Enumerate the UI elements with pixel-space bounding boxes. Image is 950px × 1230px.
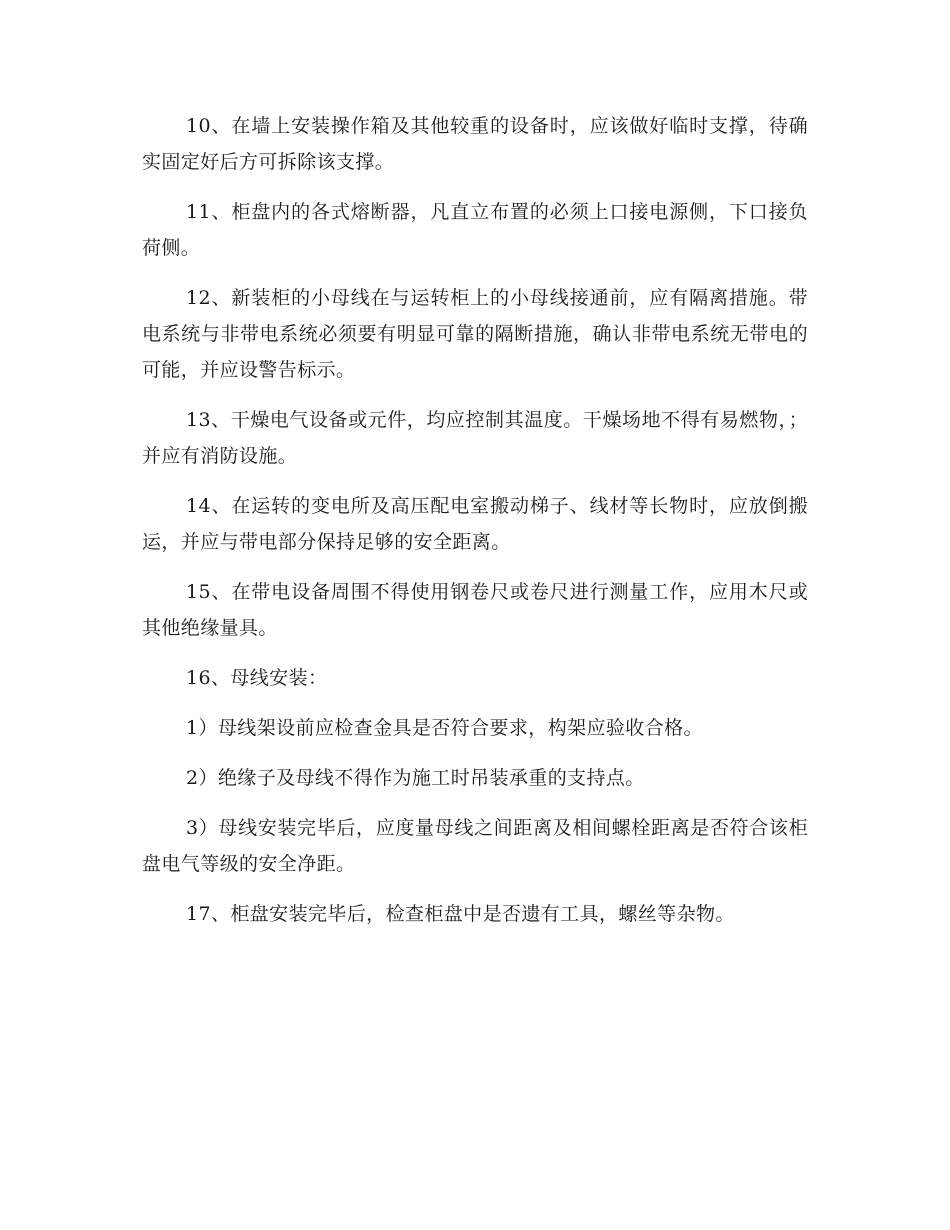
paragraph-item-17: 17、柜盘安装完毕后，检查柜盘中是否遗有工具，螺丝等杂物。	[186, 903, 735, 925]
paragraph-subitem-2: 2）绝缘子及母线不得作为施工时吊装承重的支持点。	[186, 767, 645, 789]
paragraph-subitem-3: 3）母线安装完毕后，应度量母线之间距离及相间螺栓距离是否符合该柜盘电气等级的安全净距。	[142, 817, 808, 875]
document-body	[142, 108, 808, 946]
paragraph-subitem-1: 1）母线架设前应检查金具是否符合要求，构架应验收合格。	[186, 717, 703, 739]
paragraph-item-13: 13、干燥电气设备或元件，均应控制其温度。干燥场地不得有易燃物，；并应有消防设施。	[142, 409, 808, 467]
paragraph-item-12: 12、新装柜的小母线在与运转柜上的小母线接通前，应有隔离措施。带电系统与非带电系统必须要有明显可靠的隔断措施，确认非带电系统无带电的可能，并应设警告标示。	[142, 287, 808, 381]
paragraph-item-14: 14、在运转的变电所及高压配电室搬动梯子、线材等长物时，应放倒搬运，并应与带电部分保持足够的安全距离。	[142, 495, 808, 553]
paragraph-item-15: 15、在带电设备周围不得使用钢卷尺或卷尺进行测量工作，应用木尺或其他绝缘量具。	[142, 581, 808, 639]
paragraph-item-10: 10、在墙上安装操作箱及其他较重的设备时，应该做好临时支撑，待确实固定好后方可拆除该支撑。	[142, 115, 808, 173]
paragraph-item-16-heading: 16、母线安装：	[186, 667, 328, 689]
paragraph-item-11: 11、柜盘内的各式熔断器，凡直立布置的必须上口接电源侧，下口接负荷侧。	[142, 201, 808, 259]
